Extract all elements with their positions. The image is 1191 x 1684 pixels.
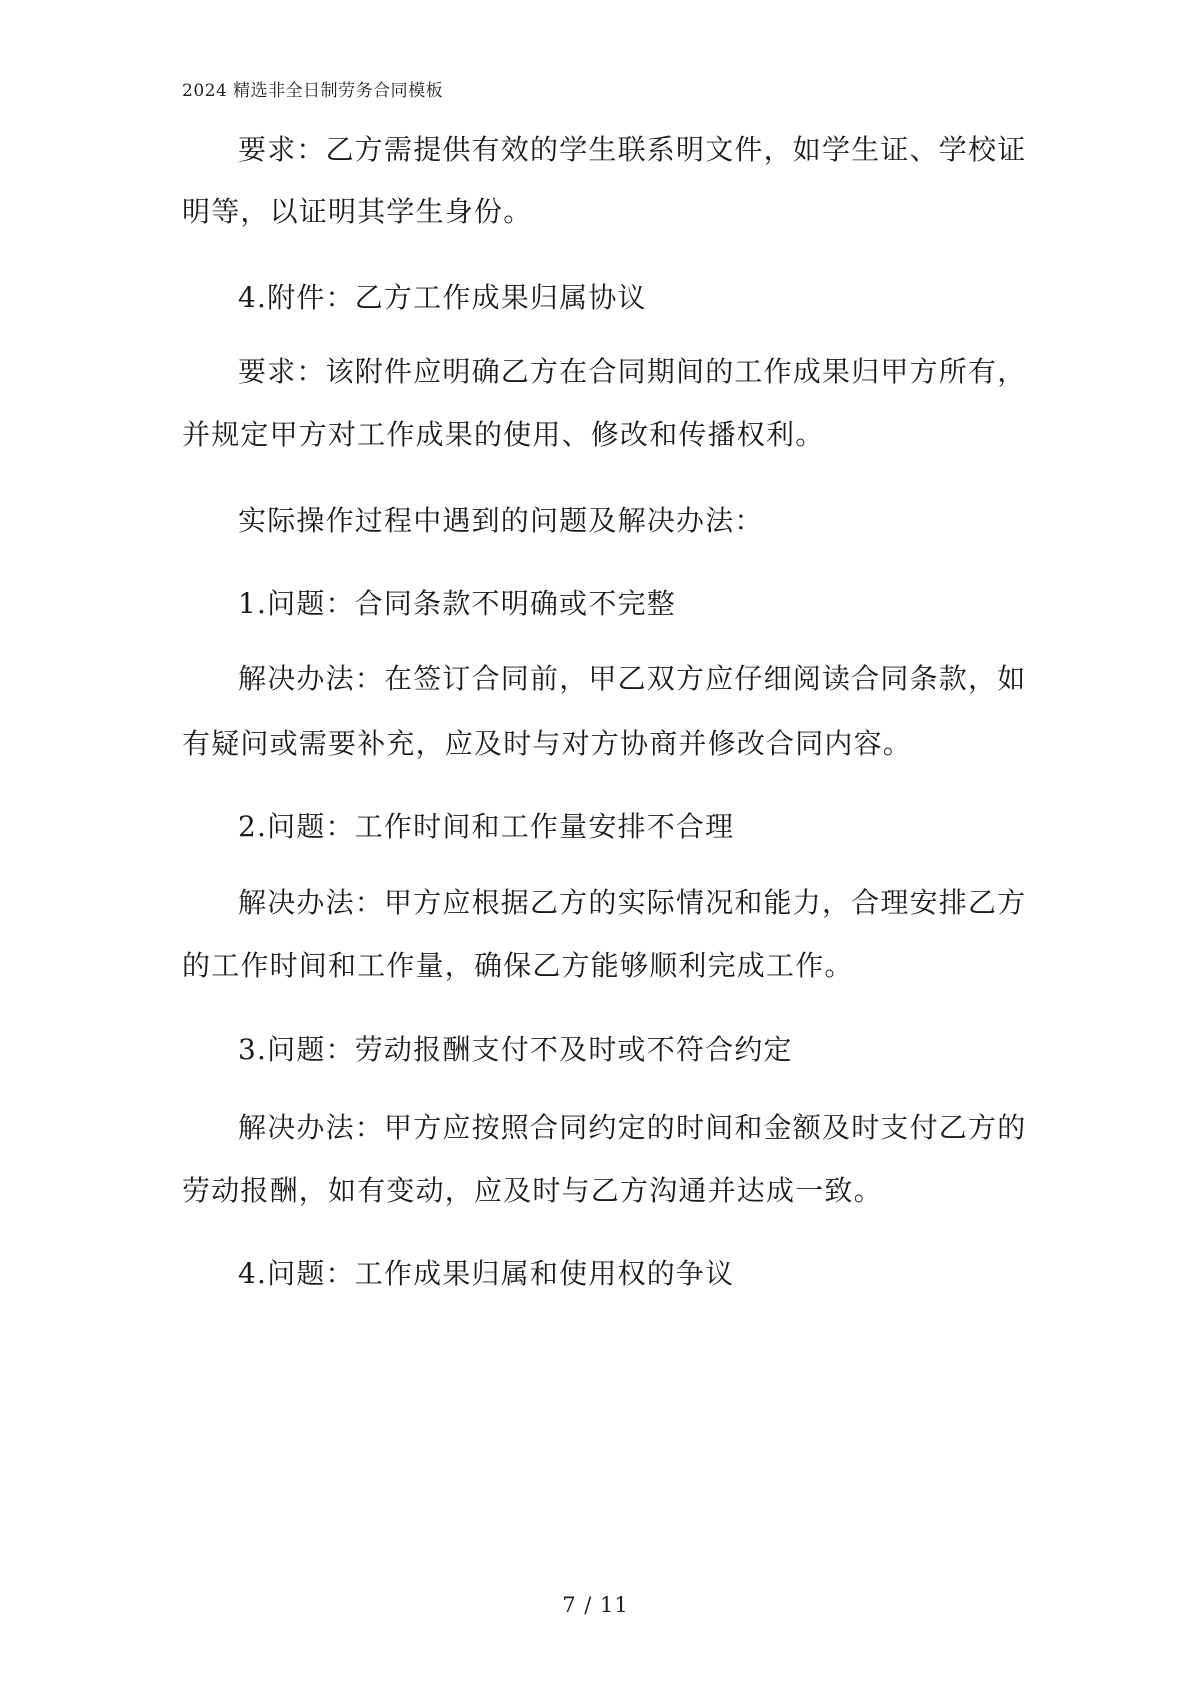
document-header-title: 2024 精选非全日制劳务合同模板 <box>182 81 444 101</box>
paragraph-attachment-requirement-line2: 并规定甲方对工作成果的使用、修改和传播权利。 <box>182 418 825 451</box>
solution-1-line1: 解决办法：在签订合同前，甲乙双方应仔细阅读合同条款，如 <box>238 662 1027 695</box>
paragraph-requirement-line2: 明等，以证明其学生身份。 <box>182 195 533 228</box>
problem-4-heading: 4.问题：工作成果归属和使用权的争议 <box>238 1257 735 1290</box>
problem-3-heading: 3.问题：劳动报酬支付不及时或不符合约定 <box>238 1033 793 1066</box>
section-problems-heading: 实际操作过程中遇到的问题及解决办法： <box>238 504 764 537</box>
solution-2-line1: 解决办法：甲方应根据乙方的实际情况和能力，合理安排乙方 <box>238 886 1027 919</box>
paragraph-requirement-line1: 要求：乙方需提供有效的学生联系明文件，如学生证、学校证 <box>238 133 1027 166</box>
solution-1-line2: 有疑问或需要补充，应及时与对方协商并修改合同内容。 <box>182 727 913 760</box>
problem-1-heading: 1.问题：合同条款不明确或不完整 <box>238 587 676 620</box>
page-number: 7 / 11 <box>562 1593 629 1617</box>
solution-2-line2: 的工作时间和工作量，确保乙方能够顺利完成工作。 <box>182 949 854 982</box>
attachment-4-heading: 4.附件：乙方工作成果归属协议 <box>238 281 647 314</box>
paragraph-attachment-requirement-line1: 要求：该附件应明确乙方在合同期间的工作成果归甲方所有， <box>238 355 1027 388</box>
solution-3-line2: 劳动报酬，如有变动，应及时与乙方沟通并达成一致。 <box>182 1174 883 1207</box>
solution-3-line1: 解决办法：甲方应按照合同约定的时间和金额及时支付乙方的 <box>238 1111 1027 1144</box>
problem-2-heading: 2.问题：工作时间和工作量安排不合理 <box>238 810 735 843</box>
